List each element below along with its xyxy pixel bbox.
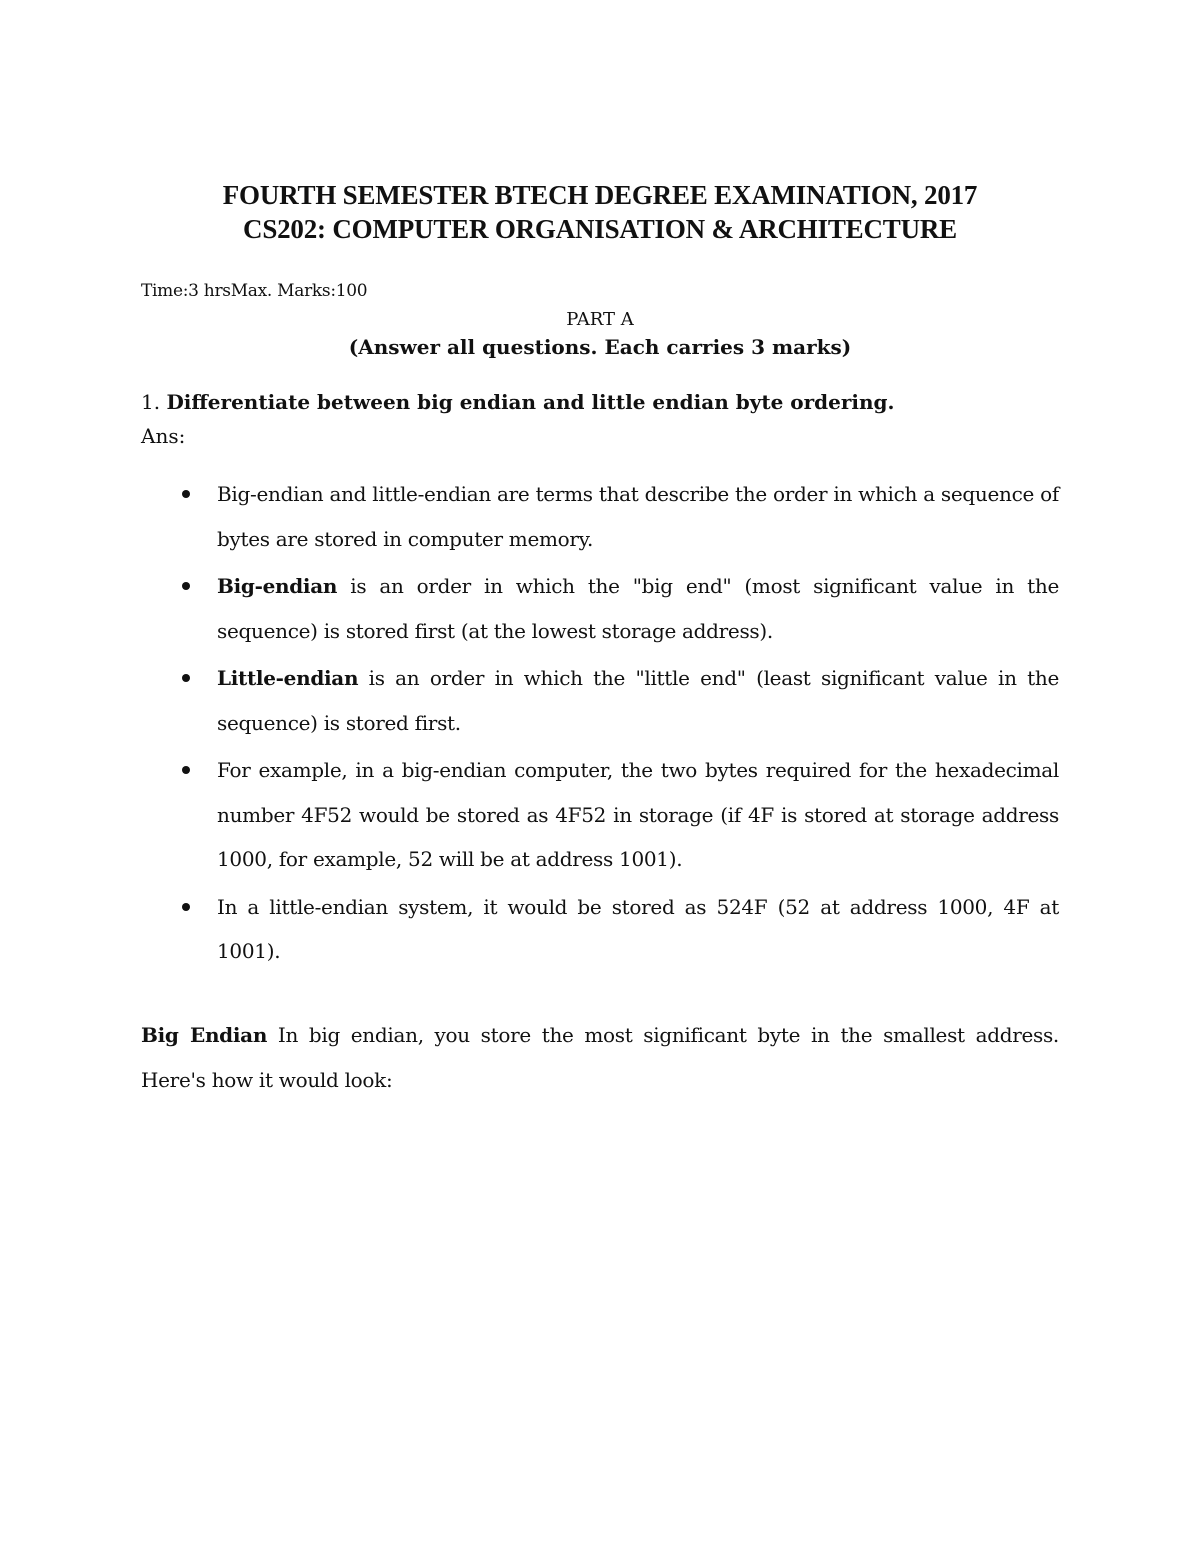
answer-bullet-list — [141, 472, 1059, 977]
list-item — [141, 472, 1059, 561]
bullet-term: Big-endian — [217, 574, 338, 598]
question-1 — [141, 390, 894, 414]
bullet-icon — [182, 903, 190, 911]
bullet-icon — [182, 490, 190, 498]
bullet-icon — [182, 766, 190, 774]
list-item — [141, 885, 1059, 974]
bullet-text: For example, in a big-endian computer, the two bytes required for the hexadecimal number 4F52 would be stored as 4F52 in storage (if 4F is stored at storage address 1000, for example, 52 will be at address 1001). — [217, 758, 1059, 871]
part-instructions: (Answer all questions. Each carries 3 marks) — [348, 335, 852, 359]
question-text: Differentiate between big endian and little endian byte ordering. — [166, 390, 895, 414]
exam-title: FOURTH SEMESTER BTECH DEGREE EXAMINATION, 2017 — [222, 180, 978, 210]
big-endian-paragraph — [141, 1013, 1059, 1102]
course-title: CS202: COMPUTER ORGANISATION & ARCHITECTURE — [243, 214, 957, 244]
question-number: 1. — [141, 390, 161, 414]
part-heading: PART A — [566, 309, 634, 330]
time-marks-line: Time:3 hrsMax. Marks:100 — [141, 281, 368, 301]
bullet-icon — [182, 674, 190, 682]
list-item — [141, 656, 1059, 745]
bullet-text: is an order in which the "big end" (most significant value in the sequence) is stored first (at the lowest storage address). — [217, 574, 1059, 643]
big-endian-text: In big endian, you store the most significant byte in the smallest address. Here's how it would look: — [141, 1023, 1059, 1092]
list-item — [141, 564, 1059, 653]
list-item — [141, 748, 1059, 882]
bullet-text: Big-endian and little-endian are terms that describe the order in which a sequence of bytes are stored in computer memory. — [217, 482, 1059, 551]
answer-label: Ans: — [141, 424, 186, 448]
bullet-icon — [182, 582, 190, 590]
bullet-text: In a little-endian system, it would be stored as 524F (52 at address 1000, 4F at 1001). — [217, 894, 1059, 963]
big-endian-heading: Big Endian — [141, 1023, 268, 1047]
bullet-term: Little-endian — [217, 666, 359, 690]
bullet-text: is an order in which the "little end" (least significant value in the sequence) is stored first. — [217, 666, 1059, 735]
